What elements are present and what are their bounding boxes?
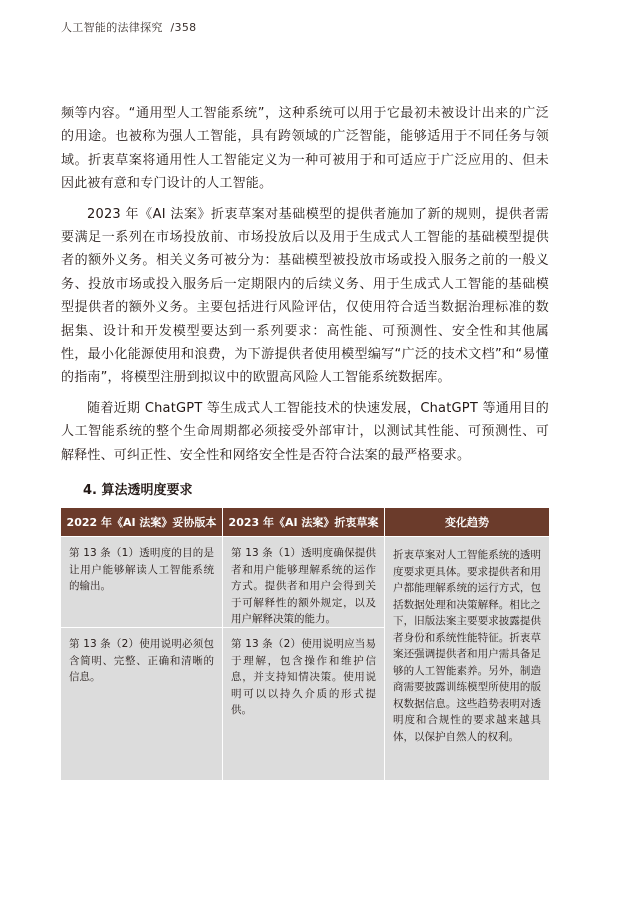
paragraph-chatgpt: 随着近期 ChatGPT 等生成式人工智能技术的快速发展，ChatGPT 等通用目的人工智能系统的整个生命周期都必须接受外部审计，以测试其性能、可预测性、可解释性、可纠正性、安全性和网络安全性是否符合法案的最严格要求。 xyxy=(61,400,549,463)
paragraph-continuation: 频等内容。“通用型人工智能系统”，这种系统可以用于它最初未被设计出来的广泛的用途。也被称为强人工智能，具有跨领域的广泛智能，能够适用于不同任务与领域。折衷草案将通用性人工智能定义为一种可被用于和可适应于广泛应用的、但未因此被有意和专门设计的人工智能。 xyxy=(61,106,549,192)
body-text xyxy=(61,102,549,474)
running-header xyxy=(61,19,196,35)
table-cell-2022-art13-1: 第 13 条（1）透明度的目的是让用户能够解读人工智能系统的输出。 xyxy=(61,537,222,627)
table-header-2022: 2022 年《AI 法案》妥协版本 xyxy=(61,508,222,536)
page-number: 358 xyxy=(174,21,197,34)
table-cell-2022-art13-2: 第 13 条（2）使用说明必须包含简明、完整、正确和清晰的信息。 xyxy=(61,628,222,780)
comparison-table xyxy=(61,508,549,779)
section-heading: 4. 算法透明度要求 xyxy=(83,483,193,498)
book-title: 人工智能的法律探究 xyxy=(61,21,163,34)
header-separator: / xyxy=(170,21,175,34)
table-cell-trend: 折衷草案对人工智能系统的透明度要求更具体。要求提供者和用户都能理解系统的运行方式，包括数据处理和决策解释。相比之下，旧版法案主要要求披露提供者身份和系统性能特征。折衷草案还强调提供者和用户需具备足够的人工智能素养。另外，制造商需要披露训练模型所使用的版权数据信息。这些趋势表明对透明度和合规性的要求越来越具体，以保护自然人的权利。 xyxy=(385,537,549,780)
table-header-trend: 变化趋势 xyxy=(385,508,549,536)
table-header-2023: 2023 年《AI 法案》折衷草案 xyxy=(223,508,384,536)
table-cell-2023-art13-2: 第 13 条（2）使用说明应当易于理解，包含操作和维护信息，并支持知情决策。使用说明可以以持久介质的形式提供。 xyxy=(223,628,384,780)
paragraph-foundation-models: 2023 年《AI 法案》折衷草案对基础模型的提供者施加了新的规则，提供者需要满足一系列在市场投放前、市场投放后以及用于生成式人工智能的基础模型提供者的额外义务。相关义务可被分为：基础模型被投放市场或投入服务之前的一般义务、投放市场或投入服务后一定期限内的后续义务、用于生成式人工智能的基础模型提供者的额外义务。主要包括进行风险评估，仅使用符合适当数据治理标准的数据集、设计和开发模型要达到一系列要求：高性能、可预测性、安全性和其他属性，最小化能源使用和浪费，为下游提供者使用模型编写“广泛的技术文档”和“易懂的指南”，将模型注册到拟议中的欧盟高风险人工智能系统数据库。 xyxy=(61,206,549,386)
table-cell-2023-art13-1: 第 13 条（1）透明度确保提供者和用户能够理解系统的运作方式。提供者和用户会得到关于可解释性的额外规定，以及用户解释决策的能力。 xyxy=(223,537,384,627)
